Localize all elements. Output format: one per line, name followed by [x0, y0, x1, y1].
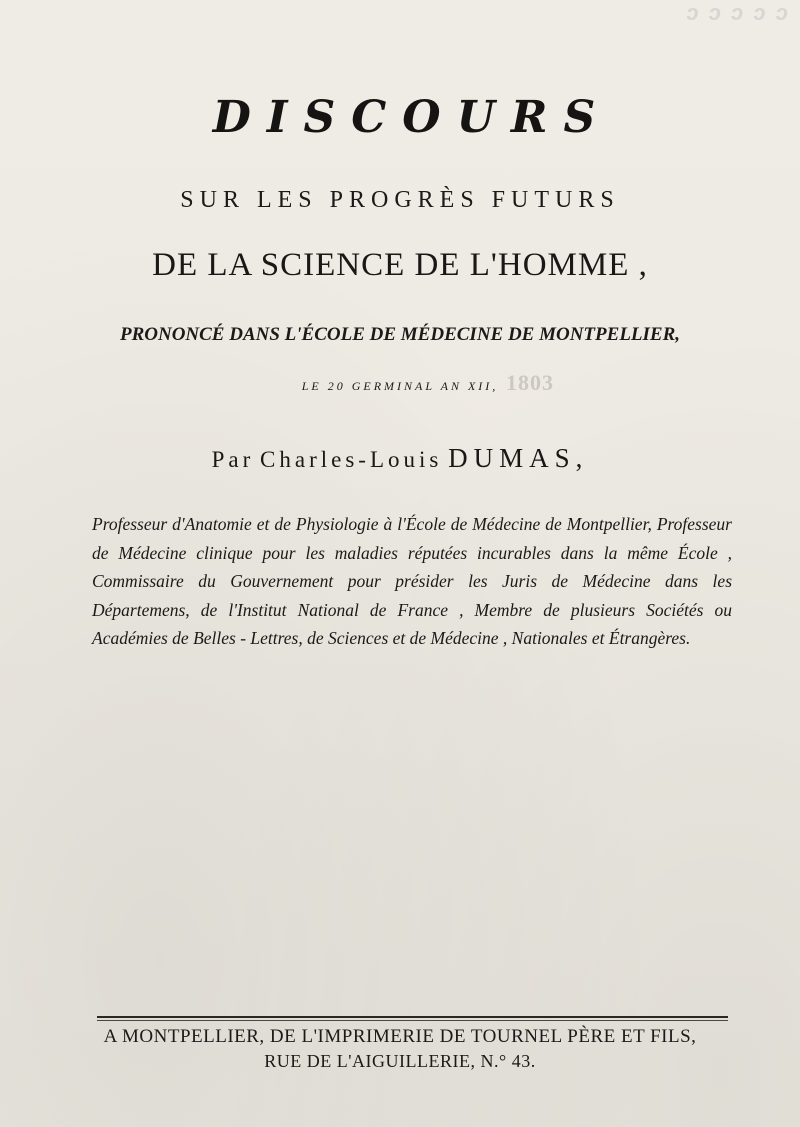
date-line: LE 20 GERMINAL AN XII, — [301, 379, 499, 393]
shelfmark-number: ɔ ɔ ɔ ɔ ɔ — [686, 0, 790, 25]
author-surname: DUMAS, — [448, 443, 589, 473]
author-by: Par — [211, 447, 255, 472]
faded-stamp: 1803 — [506, 370, 554, 395]
book-title: DISCOURS — [212, 92, 612, 143]
subtitle-line-2: DE LA SCIENCE DE L'HOMME , — [152, 247, 648, 283]
author-credentials: Professeur d'Anatomie et de Physiologie à l'École de Médecine de Montpellier, Professeur de Médecine clinique pour les maladies réputées incurables dans la même École , Commissaire du Gouvernement pour présider les Juris de Médecine dans les Départemens, de l'Institut National de France , Membre de plusieurs Sociétés ou Académies de Belles - Lettres, de Sciences et de Médecine , Nationales et Étrangères. — [92, 514, 732, 648]
imprint-line-1: A MONTPELLIER, DE L'IMPRIMERIE DE TOURNEL PÈRE ET FILS, — [103, 1026, 697, 1047]
author-given-names: Charles-Louis — [260, 447, 443, 472]
imprint-line-2: RUE DE L'AIGUILLERIE, N.° 43. — [264, 1051, 536, 1071]
author-line — [0, 443, 800, 474]
imprint-rule-thin — [97, 1020, 728, 1021]
imprint-rule — [97, 1016, 728, 1018]
pronounced-line: PRONONCÉ DANS L'ÉCOLE DE MÉDECINE DE MONTPELLIER, — [119, 324, 681, 345]
subtitle-line-1: SUR LES PROGRÈS FUTURS — [180, 187, 620, 213]
